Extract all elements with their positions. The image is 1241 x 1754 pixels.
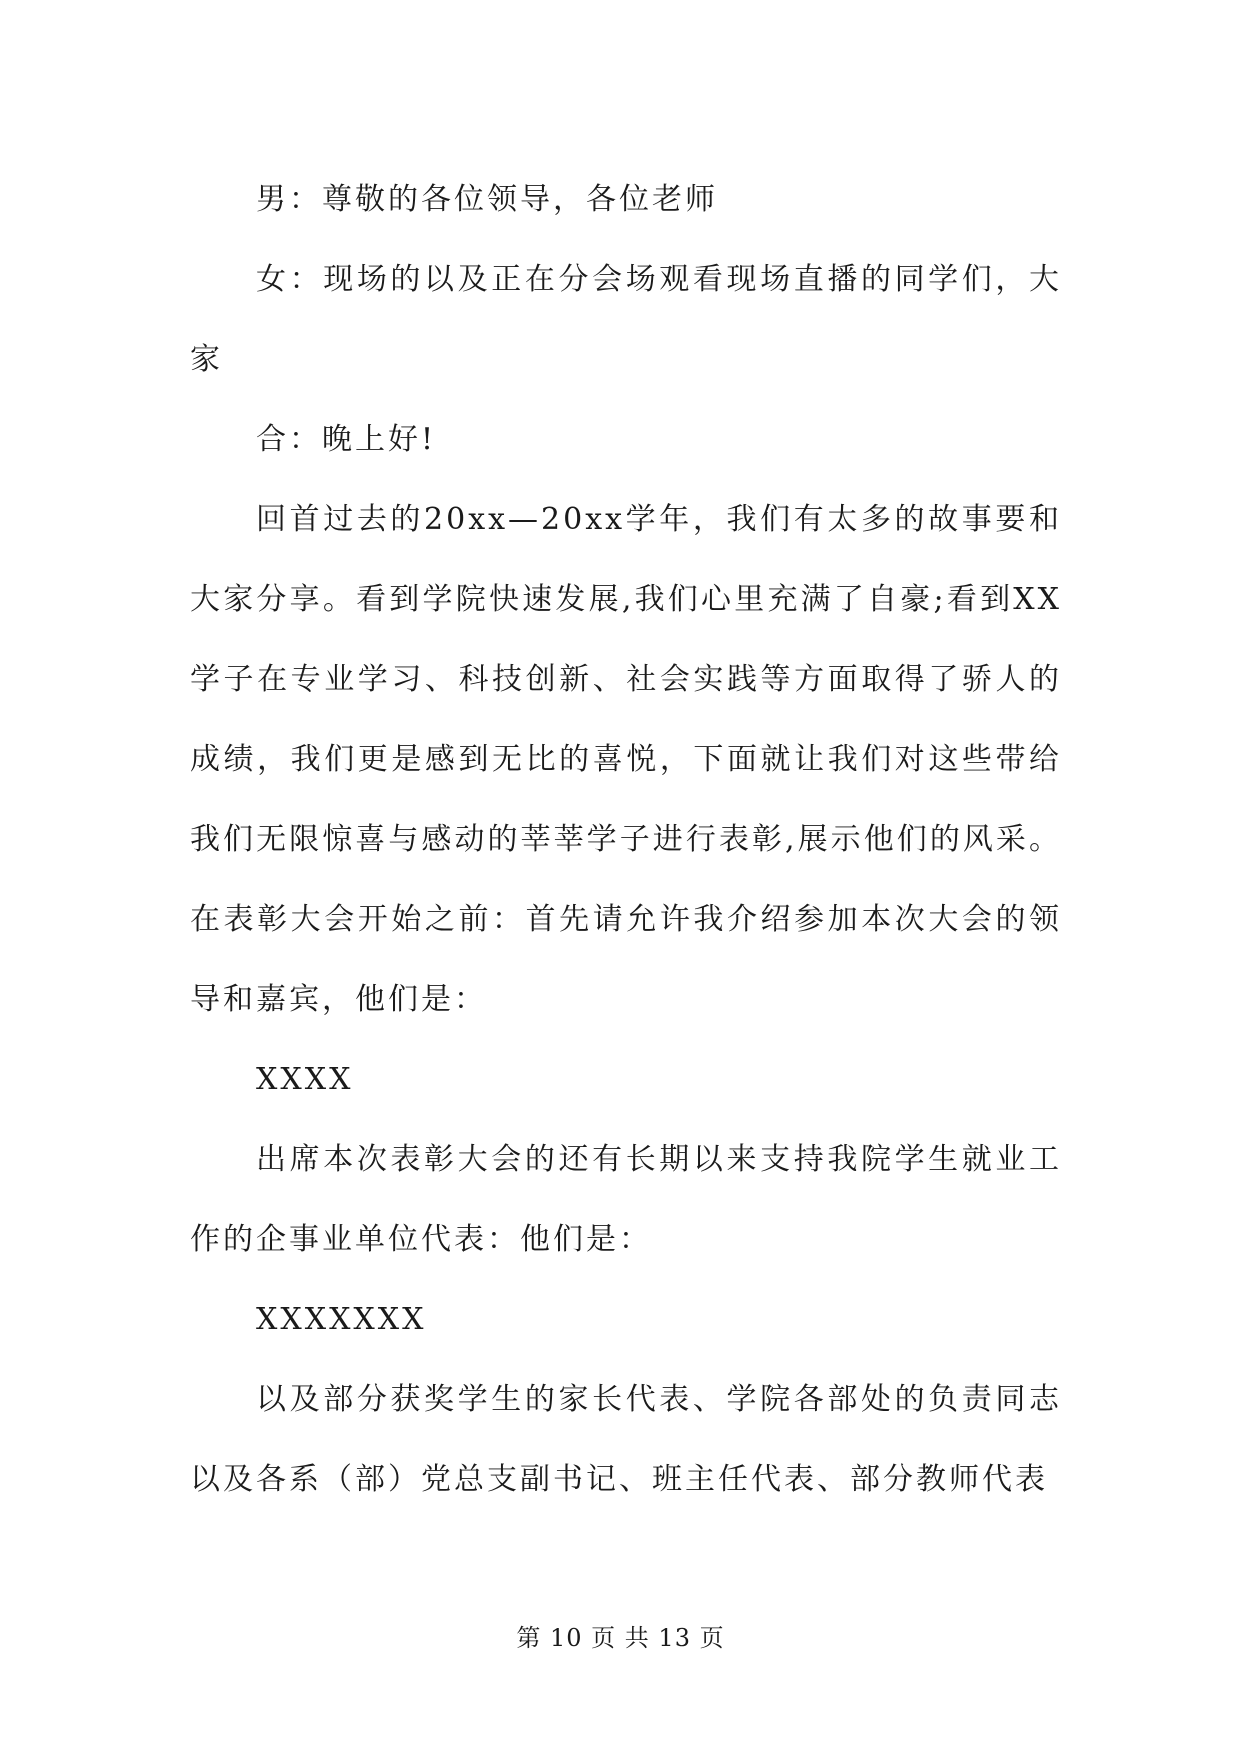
- paragraph-leaders-placeholder: XXXX: [256, 1062, 354, 1097]
- paragraph-greeting-female: 女：现场的以及正在分会场观看现场直播的同学们，大家: [190, 262, 1062, 377]
- paragraph-enterprise-placeholder: XXXXXXX: [256, 1302, 427, 1337]
- document-body: [190, 160, 1062, 1520]
- paragraph-greeting-male: 男：尊敬的各位领导，各位老师: [256, 182, 718, 217]
- paragraph-other-attendees: 以及部分获奖学生的家长代表、学院各部处的负责同志以及各系（部）党总支副书记、班主任代表、部分教师代表: [190, 1382, 1062, 1497]
- page-number-footer: 第 10 页 共 13 页: [516, 1624, 725, 1652]
- paragraph-review: 回首过去的20xx—20xx学年，我们有太多的故事要和大家分享。看到学院快速发展,我们心里充满了自豪;看到XX学子在专业学习、科技创新、社会实践等方面取得了骄人的成绩，我们更是感到无比的喜悦，下面就让我们对这些带给我们无限惊喜与感动的莘莘学子进行表彰,展示他们的风采。在表彰大会开始之前：首先请允许我介绍参加本次大会的领导和嘉宾，他们是：: [190, 502, 1062, 1017]
- paragraph-greeting-together: 合：晚上好!: [256, 422, 437, 457]
- paragraph-enterprise-reps: 出席本次表彰大会的还有长期以来支持我院学生就业工作的企事业单位代表：他们是：: [190, 1142, 1062, 1257]
